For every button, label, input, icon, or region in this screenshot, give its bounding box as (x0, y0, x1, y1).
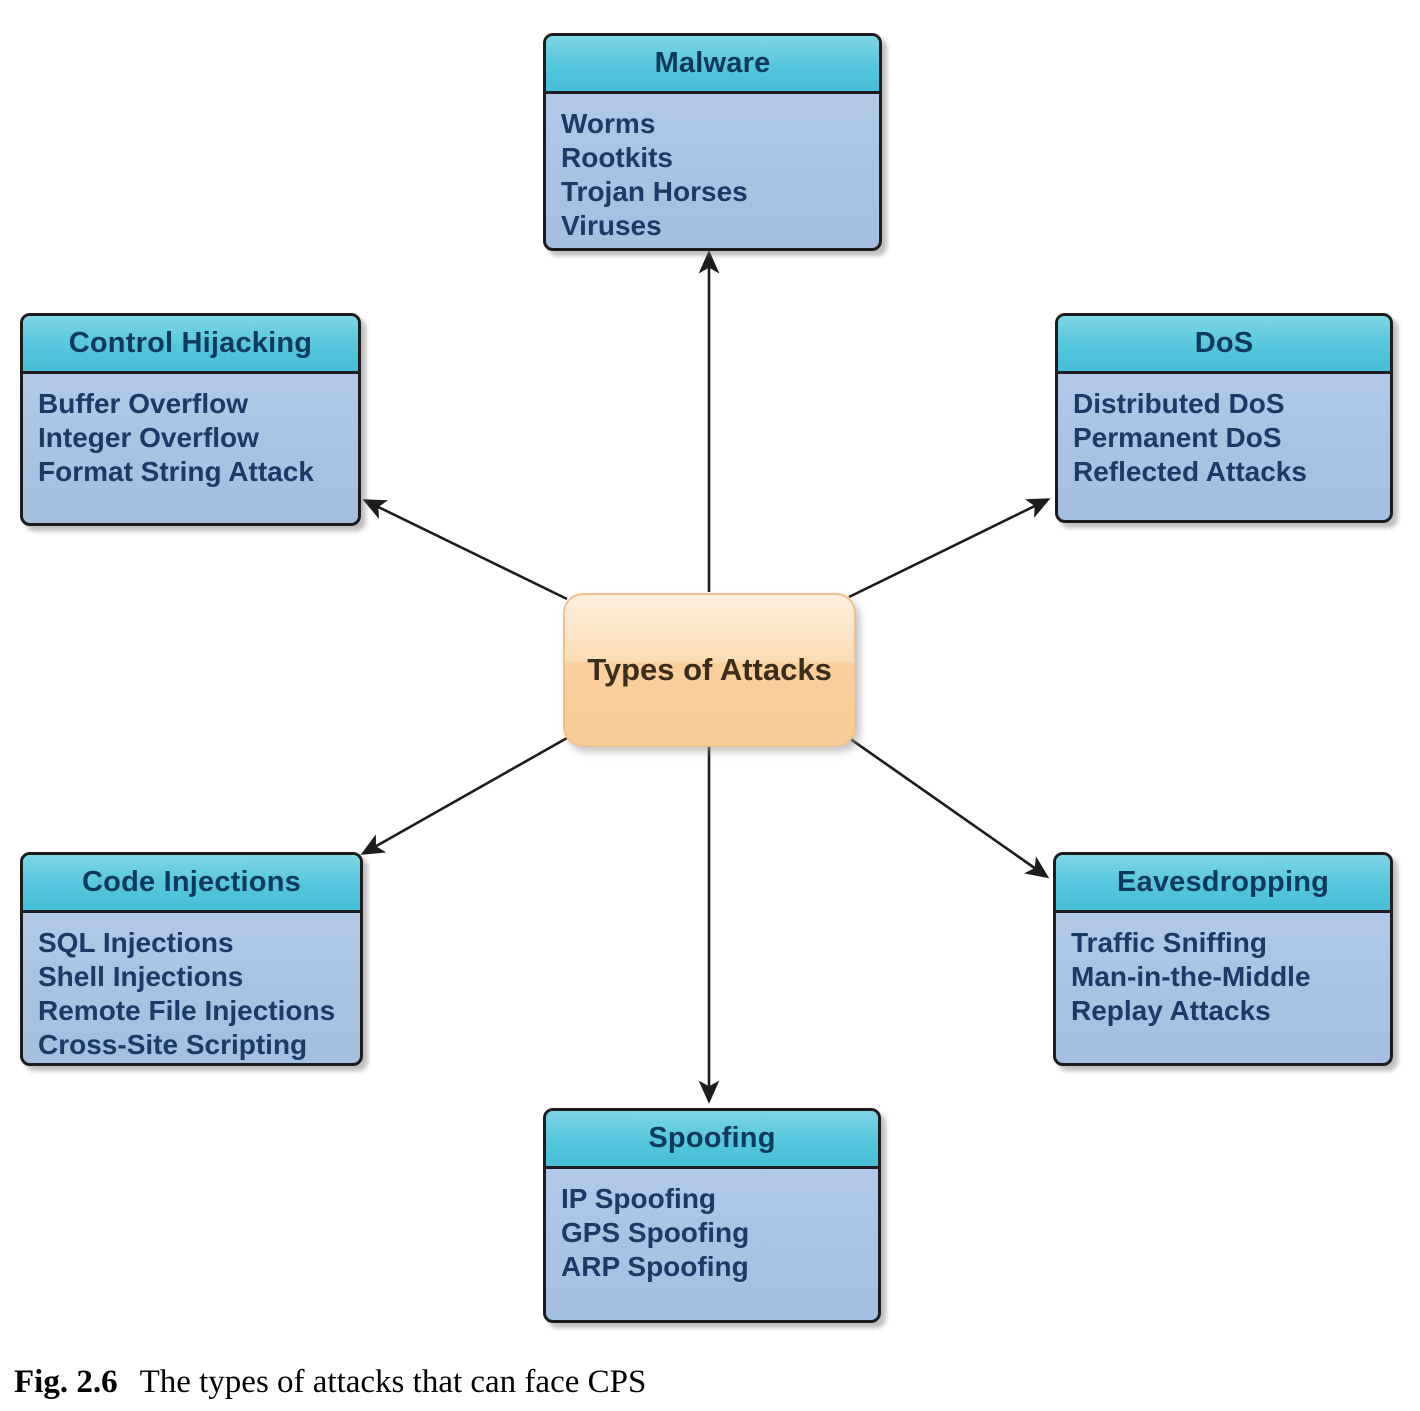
node-item: Reflected Attacks (1073, 456, 1307, 487)
node-item: GPS Spoofing (561, 1217, 750, 1248)
figure-caption-text: The types of attacks that can face CPS (139, 1364, 647, 1400)
node-item: Cross-Site Scripting (38, 1029, 308, 1060)
node-eavesdropping-title: Eavesdropping (1056, 855, 1390, 913)
node-item: Replay Attacks (1071, 995, 1271, 1026)
node-code-injections-body (23, 913, 360, 1062)
node-item: Trojan Horses (561, 176, 748, 207)
node-spoofing-body (546, 1169, 878, 1284)
node-item: Permanent DoS (1073, 422, 1282, 453)
node-dos-body (1058, 374, 1390, 489)
node-item: Traffic Sniffing (1071, 927, 1267, 958)
center-node-label: Types of Attacks (587, 652, 832, 687)
node-item: IP Spoofing (561, 1183, 717, 1214)
node-eavesdropping (1053, 852, 1393, 1066)
figure-caption-label: Fig. 2.6 (14, 1364, 118, 1400)
node-item: Buffer Overflow (38, 388, 249, 419)
arrow-center-to-control-hijacking (366, 501, 567, 599)
node-item: Rootkits (561, 142, 673, 173)
node-item: Viruses (561, 210, 662, 241)
node-dos (1055, 313, 1393, 523)
node-item: Distributed DoS (1073, 388, 1285, 419)
node-control-hijacking (20, 313, 361, 526)
node-code-injections (20, 852, 363, 1066)
node-types-of-attacks (563, 593, 856, 747)
node-item: Integer Overflow (38, 422, 259, 453)
node-item: ARP Spoofing (561, 1251, 749, 1282)
node-item: Man-in-the-Middle (1071, 961, 1311, 992)
node-malware (543, 33, 882, 251)
node-item: Worms (561, 108, 656, 139)
arrow-center-to-eavesdropping (849, 738, 1046, 876)
arrow-center-to-dos (849, 500, 1047, 597)
node-item: Remote File Injections (38, 995, 336, 1026)
node-item: Shell Injections (38, 961, 244, 992)
node-item: Format String Attack (38, 456, 314, 487)
arrow-center-to-code-injections (364, 738, 567, 853)
node-eavesdropping-body (1056, 913, 1390, 1028)
node-spoofing (543, 1108, 881, 1323)
node-malware-title: Malware (546, 36, 879, 94)
node-malware-body (546, 94, 879, 243)
node-dos-title: DoS (1058, 316, 1390, 374)
node-control-hijacking-body (23, 374, 358, 489)
node-spoofing-title: Spoofing (546, 1111, 878, 1169)
node-code-injections-title: Code Injections (23, 855, 360, 913)
figure-caption (14, 1364, 646, 1401)
node-control-hijacking-title: Control Hijacking (23, 316, 358, 374)
node-item: SQL Injections (38, 927, 234, 958)
